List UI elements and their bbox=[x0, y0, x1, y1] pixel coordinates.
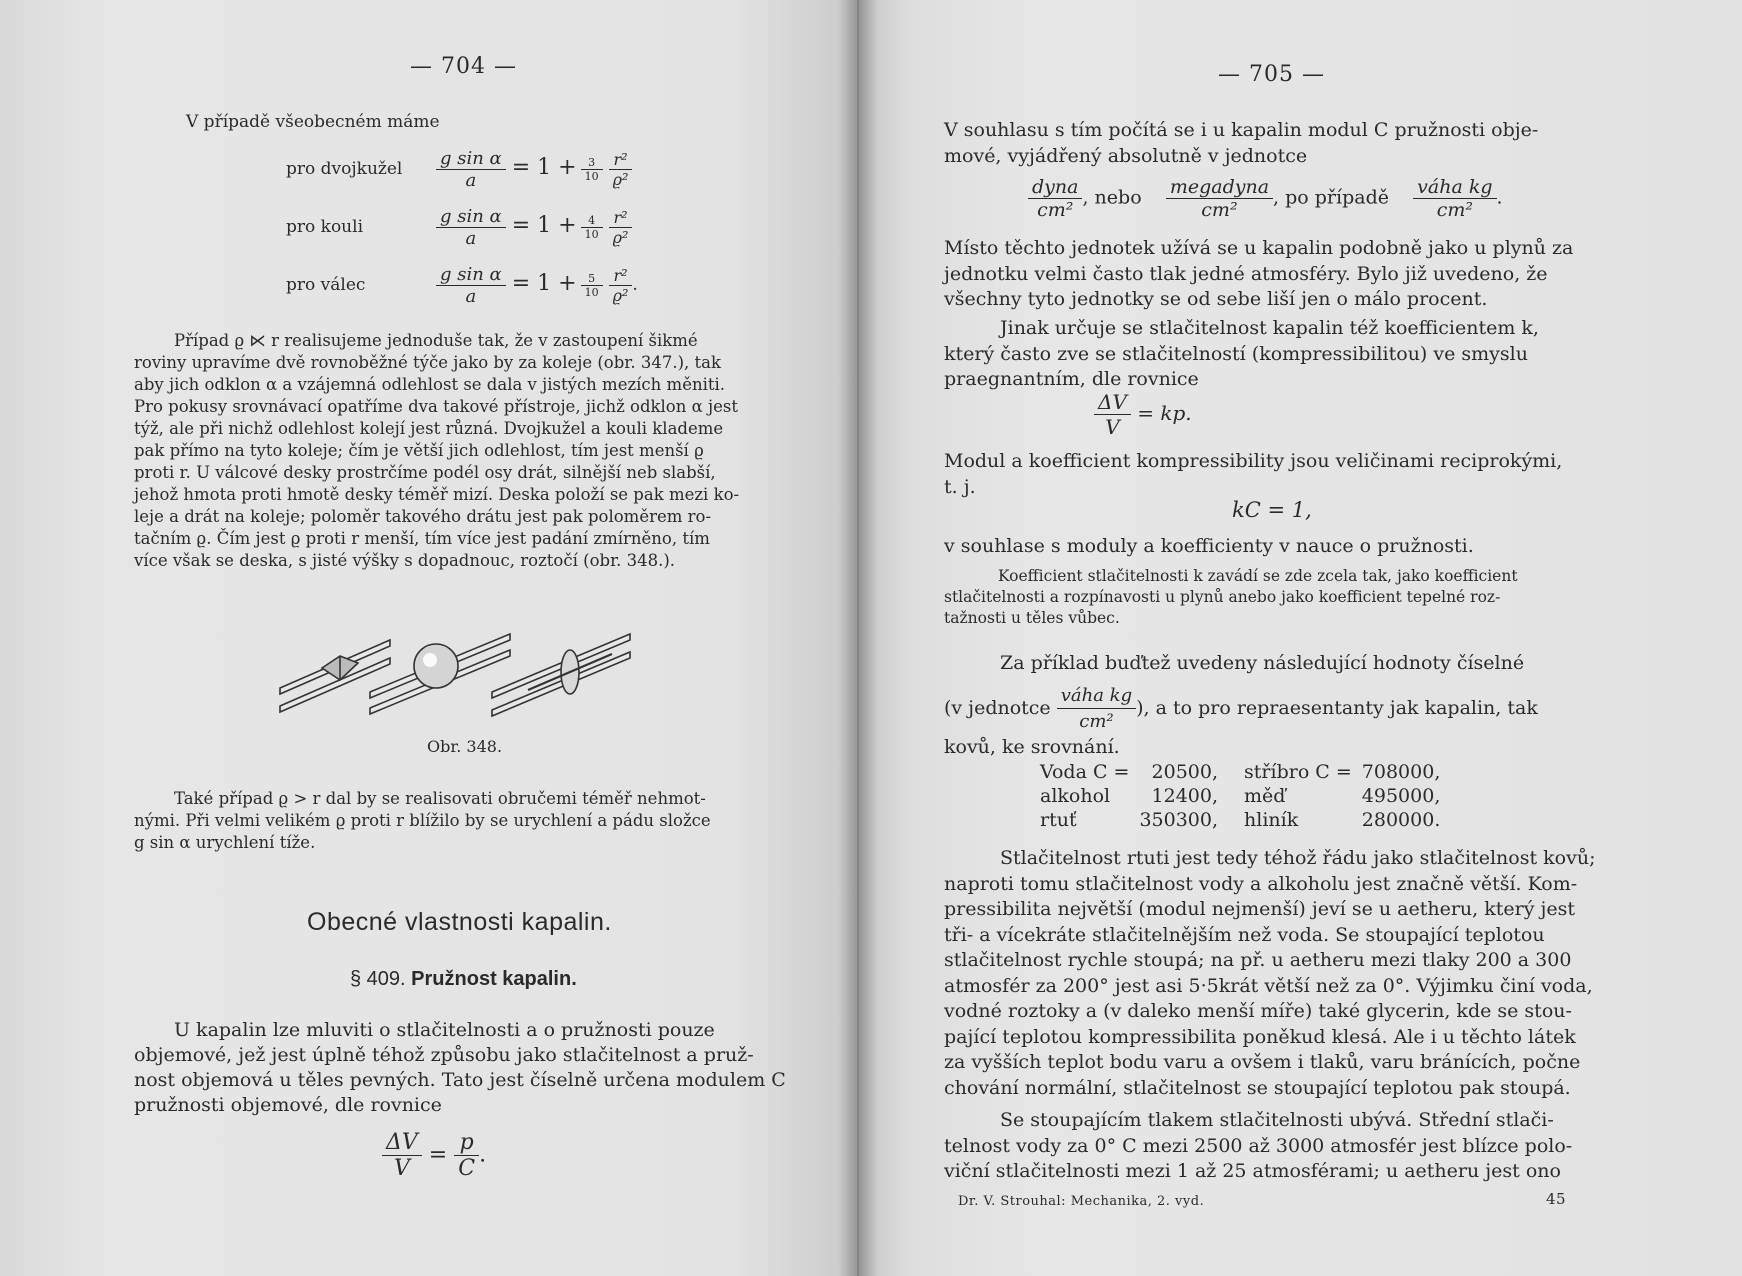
formula-num: g sin α bbox=[436, 206, 506, 228]
unit-vaha-den: cm² bbox=[1436, 199, 1473, 221]
formula-r-num: r² bbox=[609, 208, 633, 228]
r-paragraph-2 bbox=[944, 236, 1656, 313]
equation-reciprocal: kC = 1, bbox=[1232, 498, 1312, 522]
right-page bbox=[858, 0, 1742, 1276]
text-line: jednotku velmi často tlak jedné atmosféry. Bylo již uvedeno, že bbox=[944, 262, 1548, 285]
formula-coef-den: 10 bbox=[584, 286, 599, 299]
formula-coef-den: 10 bbox=[584, 228, 599, 241]
table-cell: hliník bbox=[1244, 809, 1299, 831]
table-row bbox=[1040, 760, 1466, 784]
eq-equals: = bbox=[428, 1142, 448, 1168]
subsection-number: § 409. bbox=[350, 968, 406, 990]
text-line: více však se deska, s jisté výšky s dopadnouc, roztočí (obr. 348.). bbox=[134, 551, 676, 570]
section-heading: Obecné vlastnosti kapalin. bbox=[307, 908, 612, 936]
table-cell: 495000, bbox=[1361, 785, 1441, 807]
eq2-num: ΔV bbox=[1094, 390, 1131, 415]
p6-line-2-b: ), a to pro repraesentanty jak kapalin, tak bbox=[1136, 696, 1538, 719]
r-small-paragraph bbox=[944, 566, 1656, 629]
footer-page-signature: 45 bbox=[1546, 1190, 1567, 1208]
formula-coef-num: 5 bbox=[581, 272, 603, 286]
table-row bbox=[1040, 808, 1466, 832]
formula-num: g sin α bbox=[436, 148, 506, 170]
formula-rhs: = 1 + bbox=[511, 213, 577, 238]
r-paragraph-7 bbox=[944, 846, 1656, 1101]
text-line: pak přímo na tyto koleje; čím je větší jich odlehlost, tím jest menší ϱ bbox=[134, 441, 704, 460]
formula-label: pro dvojkužel bbox=[286, 159, 403, 179]
r-paragraph-3 bbox=[944, 316, 1656, 393]
text-line: roviny upravíme dvě rovnoběžné týče jako by za koleje (obr. 347.), tak bbox=[134, 353, 721, 372]
formula-coef-num: 4 bbox=[581, 214, 603, 228]
text-line: objemové, jež jest úplně téhož způsobu jako stlačitelnost a pruž- bbox=[134, 1044, 754, 1066]
text-line: chování normální, stlačitelnost se stoupající teplotou pak stoupá. bbox=[944, 1076, 1571, 1099]
left-page bbox=[0, 0, 858, 1276]
values-table bbox=[1040, 760, 1466, 832]
table-cell: 12400, bbox=[1151, 785, 1219, 807]
text-line: Pro pokusy srovnávací opatříme dva takové přístroje, jichž odklon α jest bbox=[134, 397, 738, 416]
formula-r-den: ϱ² bbox=[612, 170, 629, 189]
equation-compressibility bbox=[1094, 390, 1192, 439]
paragraph-3 bbox=[134, 1018, 788, 1118]
formula-rhs: = 1 + bbox=[511, 271, 577, 296]
text-line: Koefficient stlačitelnosti k zavádí se zde zcela tak, jako koefficient bbox=[998, 567, 1518, 585]
eq2-rhs: = kp. bbox=[1137, 401, 1192, 425]
text-line: viční stlačitelnosti mezi 1 až 25 atmosférami; u aetheru jest ono bbox=[944, 1160, 1561, 1182]
eq-lhs-num: ΔV bbox=[382, 1130, 422, 1156]
formula-r-num: r² bbox=[609, 266, 633, 286]
table-cell: 350300, bbox=[1139, 809, 1219, 831]
text-line: telnost vody za 0° C mezi 2500 až 3000 atmosfér jest blízce polo- bbox=[944, 1134, 1573, 1157]
formula-rhs: = 1 + bbox=[511, 155, 577, 180]
formula-row bbox=[286, 264, 638, 307]
formula-label: pro válec bbox=[286, 275, 366, 295]
r-paragraph-5: v souhlase s moduly a koefficienty v nauce o pružnosti. bbox=[944, 535, 1474, 557]
table-cell: rtuť bbox=[1040, 809, 1077, 831]
book-gutter bbox=[838, 0, 878, 1276]
table-cell: 280000. bbox=[1361, 809, 1441, 831]
p6-line-2-a: (v jednotce bbox=[944, 696, 1051, 719]
text-line: pressibilita největší (modul nejmenší) jeví se u aetheru, který jest bbox=[944, 898, 1575, 920]
table-cell: měď bbox=[1244, 785, 1286, 807]
eq-rhs-den: C bbox=[458, 1156, 476, 1181]
text-line: nost objemová u těles pevných. Tato jest číselně určena modulem C bbox=[134, 1069, 786, 1091]
text-line: aby jich odklon α a vzájemná odlehlost se dala v jistých mezích měniti. bbox=[134, 375, 726, 394]
r-paragraph-1 bbox=[944, 118, 1656, 169]
text-line: t. j. bbox=[944, 475, 976, 498]
unit-dyna-num: dyna bbox=[1028, 176, 1082, 199]
text-line: tačním ϱ. Čím jest ϱ proti r menší, tím více jest padání zmírněno, tím bbox=[134, 529, 710, 548]
formula-r-num: r² bbox=[609, 150, 633, 170]
p6-frac-den: cm² bbox=[1079, 711, 1114, 732]
subsection-heading bbox=[350, 968, 577, 991]
table-cell: 708000, bbox=[1361, 761, 1441, 783]
text-line: tažnosti u těles vůbec. bbox=[944, 609, 1120, 627]
formula-coef-den: 10 bbox=[584, 170, 599, 183]
table-row bbox=[1040, 784, 1466, 808]
page-number-left: — 704 — bbox=[410, 54, 517, 79]
text-line: leje a drát na koleje; poloměr takového drátu jest pak poloměrem ro- bbox=[134, 507, 712, 526]
text-line: Modul a koefficient kompressibility jsou veličinami reciprokými, bbox=[944, 450, 1563, 472]
unit-sep-2: , po případě bbox=[1273, 186, 1389, 209]
figure-348 bbox=[270, 618, 650, 723]
text-line: týž, ale při nichž odlehlost kolejí jest různá. Dvojkužel a kouli klademe bbox=[134, 419, 724, 438]
p6-line-3: kovů, ke srovnání. bbox=[944, 735, 1120, 758]
rails-illustration bbox=[270, 618, 650, 723]
footer-left: Dr. V. Strouhal: Mechanika, 2. vyd. bbox=[958, 1194, 1205, 1209]
r-paragraph-4 bbox=[944, 449, 1656, 500]
p6-line-2 bbox=[944, 683, 1656, 735]
text-line: pající teplotou kompressibilita poněkud klesá. Ale i u těchto látek bbox=[944, 1025, 1576, 1048]
formula-block bbox=[286, 148, 706, 318]
text-line: mové, vyjádřený absolutně v jednotce bbox=[944, 144, 1308, 167]
text-line: Jinak určuje se stlačitelnost kapalin též koefficientem k, bbox=[1000, 317, 1539, 339]
formula-den: a bbox=[465, 170, 477, 191]
paragraph-2 bbox=[134, 788, 788, 854]
text-line: Místo těchto jednotek užívá se u kapalin podobně jako u plynů za bbox=[944, 237, 1574, 259]
text-line: naproti tomu stlačitelnost vody a alkoholu jest značně větší. Kom- bbox=[944, 872, 1578, 895]
text-line: atmosfér za 200° jest asi 5·5krát větší než za 0°. Výjimku činí voda, bbox=[944, 974, 1593, 997]
formula-row bbox=[286, 148, 632, 191]
text-line: který často zve se stlačitelností (kompressibilitou) ve smyslu bbox=[944, 342, 1528, 365]
text-line: g sin α urychlení tíže. bbox=[134, 833, 316, 852]
subsection-title: Pružnost kapalin. bbox=[411, 968, 577, 990]
formula-den: a bbox=[465, 286, 477, 307]
paragraph-1 bbox=[134, 330, 788, 572]
eq2-den: V bbox=[1105, 415, 1120, 439]
text-line: tři- a vícekráte stlačitelnějším než voda. Se stoupající teplotou bbox=[944, 923, 1545, 946]
text-line: Případ ϱ ⋉ r realisujeme jednoduše tak, že v zastoupení šikmé bbox=[174, 331, 698, 350]
p6-frac-num: váha kg bbox=[1057, 683, 1136, 710]
table-cell: stříbro C = bbox=[1244, 761, 1352, 783]
eq-end: . bbox=[479, 1142, 487, 1168]
formula-den: a bbox=[465, 228, 477, 249]
eq-lhs-den: V bbox=[393, 1156, 410, 1181]
text-line: Stlačitelnost rtuti jest tedy téhož řádu jako stlačitelnost kovů; bbox=[1000, 847, 1596, 869]
text-line: Také případ ϱ > r dal by se realisovati obručemi téměř nehmot- bbox=[174, 789, 706, 808]
table-cell: Voda C = bbox=[1040, 761, 1130, 783]
formula-label: pro kouli bbox=[286, 217, 364, 237]
unit-dyna-den: cm² bbox=[1037, 199, 1074, 221]
units-line bbox=[1028, 176, 1503, 221]
text-line: vodné roztoky a (v daleko menší míře) také glycerin, kde se stou- bbox=[944, 1000, 1572, 1022]
text-line: pružnosti objemové, dle rovnice bbox=[134, 1094, 442, 1116]
text-line: stlačitelnost rychle stoupá; na př. u aetheru mezi tlaky 200 a 300 bbox=[944, 949, 1572, 971]
p6-line-1: Za příklad buďtež uvedeny následující hodnoty číselné bbox=[1000, 652, 1525, 674]
formula-end: . bbox=[632, 275, 638, 295]
r-paragraph-6 bbox=[944, 651, 1656, 760]
unit-end: . bbox=[1496, 186, 1503, 209]
text-line: stlačitelnosti a rozpínavosti u plynů anebo jako koefficient tepelné roz- bbox=[944, 588, 1501, 606]
text-line: praegnantním, dle rovnice bbox=[944, 368, 1199, 390]
text-line: U kapalin lze mluviti o stlačitelnosti a o pružnosti pouze bbox=[174, 1019, 715, 1041]
text-line: všechny tyto jednotky se od sebe liší jen o málo procent. bbox=[944, 288, 1488, 310]
text-line: nými. Při velmi velikém ϱ proti r blížilo by se urychlení a pádu složce bbox=[134, 811, 711, 830]
page-number-right: — 705 — bbox=[1218, 62, 1325, 87]
equation-modulus bbox=[382, 1130, 486, 1181]
unit-megadyna-den: cm² bbox=[1201, 199, 1238, 221]
table-cell: alkohol bbox=[1040, 785, 1111, 807]
formula-coef-num: 3 bbox=[581, 156, 603, 170]
text-line: jehož hmota proti hmotě desky téměř mizí. Deska položí se pak mezi ko- bbox=[134, 485, 740, 504]
eq-rhs-num: p bbox=[454, 1130, 479, 1156]
formula-num: g sin α bbox=[436, 264, 506, 286]
table-cell: 20500, bbox=[1151, 761, 1219, 783]
unit-sep-1: , nebo bbox=[1082, 186, 1142, 209]
unit-vaha-num: váha kg bbox=[1413, 176, 1496, 199]
r-paragraph-8 bbox=[944, 1108, 1656, 1185]
intro-text: V případě všeobecném máme bbox=[186, 112, 440, 132]
formula-r-den: ϱ² bbox=[612, 286, 629, 305]
text-line: proti r. U válcové desky prostrčíme podél osy drát, silnější neb slabší, bbox=[134, 463, 716, 482]
unit-megadyna-num: megadyna bbox=[1166, 176, 1273, 199]
formula-row bbox=[286, 206, 632, 249]
text-line: V souhlasu s tím počítá se i u kapalin modul C pružnosti obje- bbox=[944, 119, 1539, 141]
formula-r-den: ϱ² bbox=[612, 228, 629, 247]
text-line: Se stoupajícím tlakem stlačitelnosti ubývá. Střední stlači- bbox=[1000, 1109, 1554, 1131]
figure-caption: Obr. 348. bbox=[427, 737, 503, 756]
text-line: za vyšších teplot bodu varu a ovšem i tlaků, varu bránících, počne bbox=[944, 1051, 1581, 1073]
